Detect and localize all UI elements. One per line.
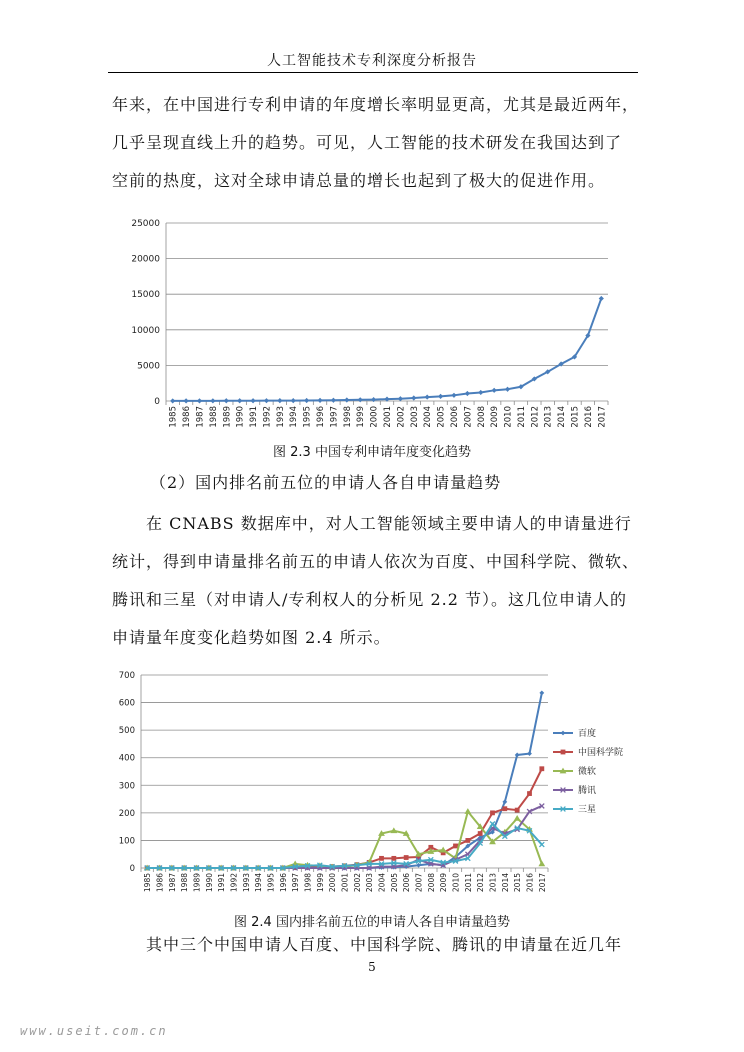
x-tick-label: 1991	[217, 873, 227, 893]
x-tick-label: 2001	[340, 873, 350, 893]
x-tick-label: 2006	[402, 873, 412, 893]
y-tick-label: 10000	[131, 325, 160, 336]
data-point-triangle	[538, 860, 545, 866]
legend-label: 中国科学院	[578, 748, 624, 758]
x-tick-label: 1987	[195, 406, 206, 428]
x-tick-label: 2014	[500, 873, 510, 893]
x-tick-label: 1989	[222, 406, 233, 428]
legend-label: 腾讯	[578, 786, 597, 796]
y-tick-label: 500	[118, 726, 135, 737]
x-tick-label: 2004	[377, 873, 387, 893]
data-point-triangle	[464, 808, 471, 814]
data-point-triangle	[390, 827, 397, 833]
x-tick-label: 1998	[303, 873, 313, 893]
data-point-square	[465, 838, 470, 843]
x-tick-label: 1989	[192, 873, 202, 893]
x-tick-label: 1988	[180, 873, 190, 893]
data-point-diamond	[527, 751, 532, 756]
data-point-square	[515, 808, 520, 813]
x-tick-label: 2007	[463, 406, 474, 428]
watermark: www.useit.com.cn	[20, 1024, 168, 1038]
data-point-square	[478, 831, 483, 836]
x-tick-label: 2013	[543, 406, 554, 428]
data-point-square	[490, 810, 495, 815]
y-tick-label: 600	[118, 698, 135, 709]
x-tick-label: 2004	[423, 406, 434, 428]
x-tick-label: 1986	[182, 406, 193, 428]
y-tick-label: 5000	[137, 361, 160, 372]
x-tick-label: 2011	[463, 873, 473, 893]
x-tick-label: 2000	[328, 873, 338, 893]
x-tick-label: 1985	[143, 873, 153, 893]
x-tick-label: 2016	[525, 873, 535, 893]
paragraph-line: 年来，在中国进行专利申请的年度增长率明显更高，尤其是最近两年，	[112, 95, 640, 114]
x-tick-label: 2002	[396, 406, 407, 428]
x-tick-label: 2016	[583, 406, 594, 428]
y-tick-label: 300	[118, 781, 135, 792]
x-tick-label: 1992	[229, 873, 239, 893]
y-tick-label: 15000	[131, 290, 160, 301]
x-tick-label: 2005	[389, 873, 399, 893]
x-tick-label: 1997	[291, 873, 301, 893]
paragraph-line: 空前的热度，这对全球申请总量的增长也起到了极大的促进作用。	[112, 171, 606, 190]
data-point-triangle	[514, 815, 521, 821]
x-tick-label: 2007	[414, 873, 424, 893]
x-tick-label: 2009	[490, 405, 501, 428]
y-tick-label: 25000	[131, 219, 160, 229]
x-tick-label: 1994	[254, 873, 264, 893]
x-tick-label: 2014	[557, 406, 568, 428]
paragraph-line: 申请量年度变化趋势如图 2.4 所示。	[112, 628, 391, 647]
series-line	[147, 769, 542, 868]
x-tick-label: 2011	[516, 406, 527, 428]
x-tick-label: 2010	[503, 405, 514, 428]
paragraph-3	[112, 926, 636, 964]
legend-label: 三星	[578, 805, 597, 815]
data-point-square	[379, 856, 384, 861]
page-header-title: 人工智能技术专利深度分析报告	[267, 53, 477, 69]
series-line	[147, 693, 542, 868]
paragraph-line: 统计，得到申请量排名前五的申请人依次为百度、中国科学院、微软、	[112, 552, 640, 571]
y-tick-label: 700	[118, 671, 135, 681]
x-tick-label: 2008	[426, 873, 436, 893]
x-tick-label: 2017	[597, 406, 608, 428]
figure-caption-2-4: 图 2.4 国内排名前五位的申请人各自申请量趋势	[234, 915, 510, 930]
x-tick-label: 2013	[488, 873, 498, 893]
x-tick-label: 1985	[168, 406, 179, 428]
x-tick-label: 2002	[352, 873, 362, 893]
x-tick-label: 2015	[513, 873, 523, 893]
legend-label: 微软	[578, 767, 597, 777]
x-tick-label: 1992	[262, 406, 273, 428]
x-tick-label: 2015	[570, 406, 581, 428]
x-tick-label: 1999	[315, 873, 325, 893]
y-tick-label: 100	[118, 836, 135, 847]
data-point-square	[561, 750, 566, 755]
data-point-square	[404, 855, 409, 860]
x-tick-label: 1995	[302, 406, 313, 428]
x-tick-label: 1995	[266, 873, 276, 893]
x-tick-label: 2012	[476, 873, 486, 893]
x-tick-label: 2005	[436, 406, 447, 428]
x-tick-label: 1998	[342, 406, 353, 428]
x-tick-label: 1996	[278, 873, 288, 893]
section-subheading: （2）国内排名前五位的申请人各自申请量趋势	[150, 473, 502, 492]
x-tick-label: 2008	[476, 406, 487, 428]
x-tick-label: 2006	[449, 406, 460, 428]
y-tick-label: 0	[154, 397, 160, 407]
x-tick-label: 1988	[208, 406, 219, 428]
x-tick-label: 2012	[530, 406, 541, 428]
x-tick-label: 1999	[356, 406, 367, 428]
x-tick-label: 2001	[383, 406, 393, 428]
x-tick-label: 2009	[439, 873, 449, 893]
x-tick-label: 2010	[451, 873, 461, 893]
data-point-x	[539, 842, 544, 847]
y-tick-label: 200	[118, 808, 135, 819]
paragraph-line: 几乎呈现直线上升的趋势。可见，人工智能的技术研发在我国达到了	[112, 133, 623, 152]
data-point-diamond	[539, 691, 544, 696]
x-tick-label: 1996	[316, 406, 327, 428]
x-tick-label: 2000	[369, 406, 380, 428]
paragraph-line: 其中三个中国申请人百度、中国科学院、腾讯的申请量在近几年	[146, 935, 623, 954]
x-tick-label: 1993	[275, 406, 286, 428]
y-tick-label: 20000	[131, 254, 160, 265]
data-point-diamond	[515, 753, 520, 758]
paragraph-line: 腾讯和三星（对申请人/专利权人的分析见 2.2 节）。这几位申请人的	[112, 590, 628, 609]
data-point-square	[453, 844, 458, 849]
x-tick-label: 2017	[537, 873, 547, 893]
data-point-square	[539, 766, 544, 771]
y-tick-label: 400	[118, 753, 135, 764]
data-point-square	[391, 856, 396, 861]
data-point-diamond	[561, 731, 566, 736]
x-tick-label: 1990	[204, 873, 214, 893]
data-point-square	[502, 806, 507, 811]
x-tick-label: 2003	[365, 873, 375, 893]
series-line	[147, 806, 542, 868]
x-tick-label: 1994	[289, 406, 300, 428]
x-tick-label: 2003	[409, 406, 420, 428]
x-tick-label: 1990	[235, 406, 246, 428]
x-tick-label: 1991	[249, 406, 260, 428]
data-point-square	[527, 791, 532, 796]
figure-caption-2-3: 图 2.3 中国专利申请年度变化趋势	[273, 445, 471, 460]
paragraph-line: 在 CNABS 数据库中，对人工智能领域主要申请人的申请量进行	[146, 514, 632, 533]
x-tick-label: 1997	[329, 406, 340, 428]
x-tick-label: 1986	[155, 873, 165, 893]
legend-label: 百度	[578, 729, 597, 739]
page-number: 5	[368, 960, 376, 974]
x-tick-label: 1993	[241, 873, 251, 893]
y-tick-label: 0	[129, 864, 135, 874]
x-tick-label: 1987	[167, 873, 177, 893]
